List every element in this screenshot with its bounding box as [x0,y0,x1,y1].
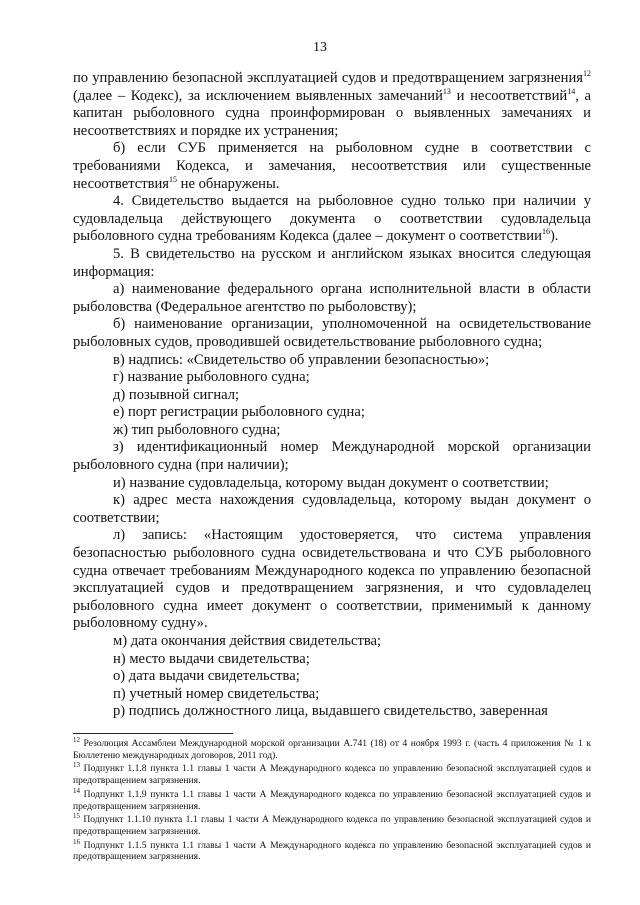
paragraph [73,369,591,387]
paragraph [73,316,591,351]
footnote-ref: 12 [583,69,591,79]
paragraph-text: г) название рыболовного судна; [113,369,310,386]
footnote-ref: 16 [541,227,550,237]
paragraph [73,193,591,246]
footnote-divider [73,733,233,734]
footnote [73,735,591,761]
footnote-number: 15 [73,812,80,821]
paragraph [73,439,591,474]
paragraph [73,703,591,721]
paragraph-text: р) подпись должностного лица, выдавшего свидетельство, заверенная [113,703,548,720]
footnote-number: 12 [73,735,80,744]
paragraph [73,140,591,193]
paragraph-text: (далее – Кодекс), за исключением выявленных замечаний [73,87,443,104]
paragraph-text: д) позывной сигнал; [113,386,240,403]
footnote-ref: 13 [442,86,451,96]
paragraph [73,686,591,704]
paragraph-text: и несоответствий [450,87,568,104]
paragraph-text: п) учетный номер свидетельства; [113,685,320,702]
paragraph [73,527,591,633]
document-body [73,70,591,721]
paragraph-text: з) идентификационный номер Международной морской организации рыболовного судна (при наличии); [73,439,591,474]
footnote-number: 16 [73,837,80,846]
paragraph [73,668,591,686]
paragraph-text: 5. В свидетельство на русском и английском языках вносится следующая информация: [73,245,591,280]
paragraph [73,387,591,405]
footnote-text: Подпункт 1.1.5 пункта 1.1 главы 1 части А Международного кодекса по управлению безопасной эксплуатацией судов и предотвращением загрязнения. [73,839,591,863]
paragraph [73,633,591,651]
paragraph-text: 4. Свидетельство выдается на рыболовное судно только при наличии у судовладельца действующего документа о соответствии судовладельца рыболовного судна требованиям Кодекса (далее – документ о соответствии [73,193,591,245]
paragraph-text: н) место выдачи свидетельства; [113,650,310,667]
paragraph-text: л) запись: «Настоящим удостоверяется, что система управления безопасностью рыболовного судна освидетельствована и что СУБ рыболовного судна отвечает требованиям Международного кодекса по управлению безопасной эксплуатацией судов и предотвращением загрязнения, и что судовладелец рыболовного судна имеет документ о соответствии, применимый к данному рыболовному судну». [73,527,591,632]
footnote-ref: 14 [567,86,576,96]
footnote-text: Подпункт 1.1.8 пункта 1.1 главы 1 части А Международного кодекса по управлению безопасной эксплуатацией судов и предотвращением загрязнения. [73,763,591,787]
footnote-text: Подпункт 1.1.9 пункта 1.1 главы 1 части А Международного кодекса по управлению безопасной эксплуатацией судов и предотвращением загрязнения. [73,788,591,812]
paragraph [73,651,591,669]
footnote [73,763,591,786]
paragraph [73,422,591,440]
paragraph [73,492,591,527]
footnote [73,814,591,837]
paragraph-text: ж) тип рыболовного судна; [113,421,281,438]
footnote-ref: 15 [169,174,178,184]
footnote-number: 14 [73,786,80,795]
footnote [73,786,591,812]
footnote-number: 13 [73,761,80,770]
paragraph [73,70,591,140]
paragraph-text: , а капитан рыболовного судна проинформирован о выявленных замечаниях и несоответствиях и порядке их устранения; [73,87,592,139]
footnotes [73,735,591,865]
paragraph-text: а) наименование федерального органа исполнительной власти в области рыболовства (Федеральное агентство по рыболовству); [73,281,591,315]
paragraph [73,475,591,493]
footnote-text: Подпункт 1.1.10 пункта 1.1 главы 1 части А Международного кодекса по управлению безопасной эксплуатацией судов и предотвращением загрязнения. [73,814,591,837]
paragraph-text: и) название судовладельца, которому выдан документ о соответствии; [113,474,549,491]
paragraph-text: о) дата выдачи свидетельства; [113,668,300,685]
paragraph-text: м) дата окончания действия свидетельства; [113,633,382,649]
paragraph-text: е) порт регистрации рыболовного судна; [113,404,365,421]
paragraph [73,281,591,316]
paragraph-text: б) наименование организации, уполномоченной на освидетельствование рыболовных судов, проводившей освидетельствование рыболовного судна; [73,316,591,350]
paragraph [73,246,591,281]
footnote [73,837,591,863]
paragraph [73,404,591,422]
paragraph [73,352,591,370]
paragraph-text: ). [549,228,559,245]
footnote-text: Резолюция Ассамблеи Международной морской организации А.741 (18) от 4 ноября 1993 г. (часть 4 приложения № 1 к Бюллетеню международных договоров, 2011 год). [73,738,591,761]
paragraph-text: не обнаружены. [177,175,280,192]
page-number: 13 [313,40,327,55]
paragraph-text: к) адрес места нахождения судовладельца, которому выдан документ о соответствии; [73,492,591,526]
paragraph-text: в) надпись: «Свидетельство об управлении безопасностью»; [113,351,490,368]
paragraph-text: по управлению безопасной эксплуатацией судов и предотвращением загрязнения [73,70,583,86]
paragraph-text: б) если СУБ применяется на рыболовном судне в соответствии с требованиями Кодекса, и замечания, несоответствия или существенные несоответствия [73,140,591,192]
